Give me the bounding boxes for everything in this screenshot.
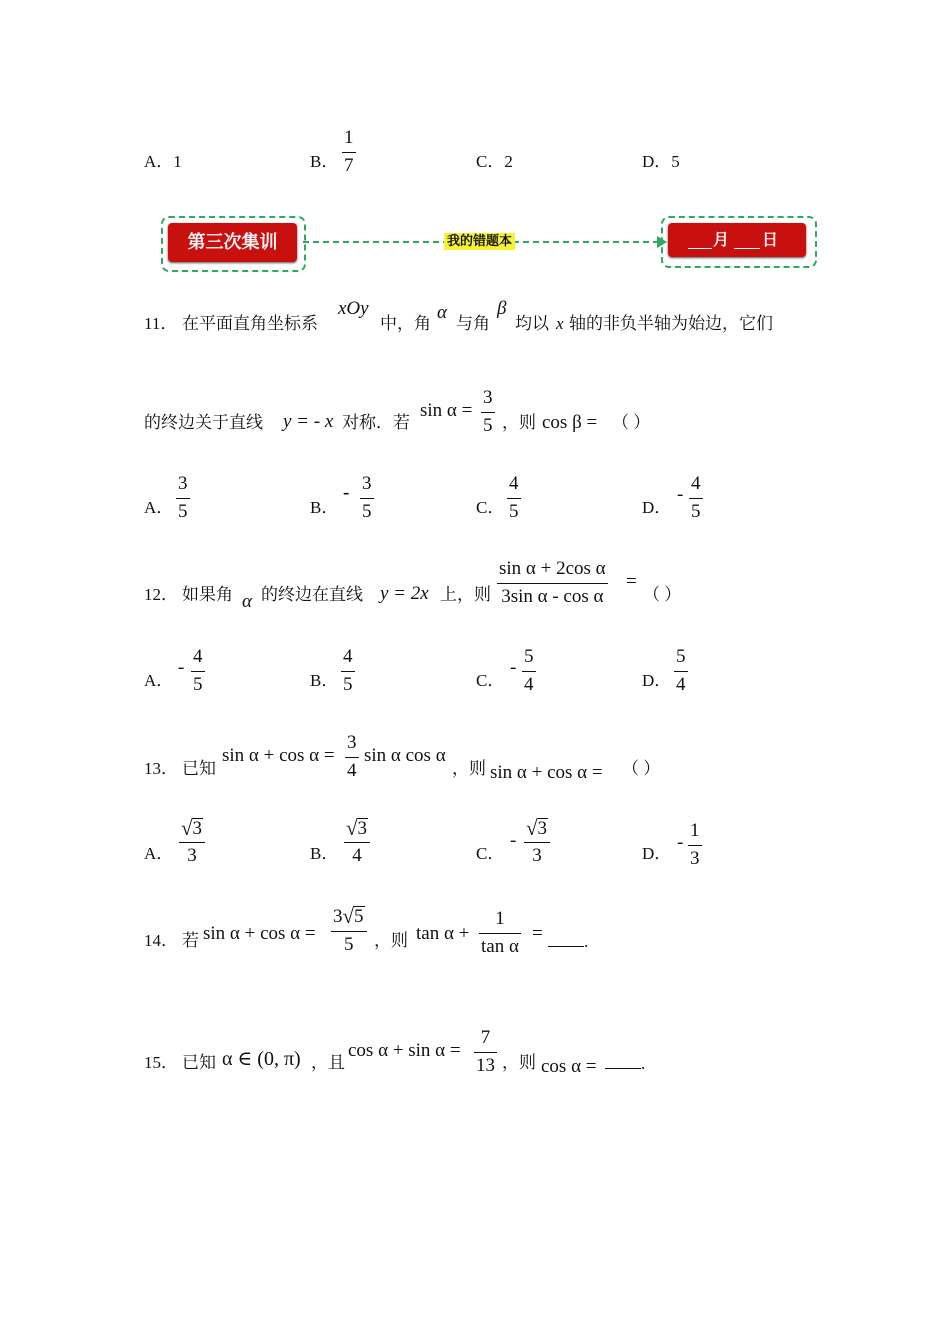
option-d-fraction: 1 3 — [690, 820, 700, 869]
option-b-fraction: 4 5 — [343, 646, 353, 695]
q11-text: ，则 — [502, 413, 536, 432]
q11-line-eq: y = - x — [283, 411, 334, 432]
option-b-fraction: 3 5 — [362, 473, 372, 522]
q11-fraction: 3 5 — [483, 387, 493, 436]
q11-sin-alpha: sin α = — [420, 400, 473, 421]
option-c-fraction: √ 3 3 — [524, 818, 550, 867]
q12-fraction: sin α + 2cos α 3sin α - cos α — [499, 558, 606, 607]
option-c: C． — [476, 844, 505, 863]
q12-number: 12． — [144, 585, 178, 604]
q12-answer-blank: （ ） — [643, 585, 682, 604]
option-a-fraction: 3 5 — [178, 473, 188, 522]
option-c-sign: - — [510, 830, 517, 851]
q11-text: 对称．若 — [342, 413, 410, 432]
option-c-fraction: 4 5 — [509, 473, 519, 522]
option-d: D． — [642, 844, 672, 863]
q13-text: 已知 — [182, 759, 216, 778]
q13-lhs: sin α + cos α = — [222, 745, 335, 766]
q13-answer-blank: （ ） — [622, 759, 661, 778]
q11-text: 均以 — [515, 314, 549, 333]
q15-lhs: cos α + sin α = — [348, 1040, 461, 1061]
q12-line-eq: y = 2x — [380, 583, 429, 604]
q13-number: 13． — [144, 759, 178, 778]
q13-ask: sin α + cos α = — [490, 762, 603, 783]
option-c: C． — [476, 671, 505, 690]
mistake-book-tag: 我的错题本 — [444, 233, 515, 250]
q15-answer-blank: . — [605, 1052, 645, 1075]
q15-number: 15． — [144, 1053, 178, 1072]
q11-answer-blank: （ ） — [612, 413, 651, 432]
q11-beta: β — [497, 298, 507, 319]
option-d-fraction: 4 5 — [691, 473, 701, 522]
q14-number: 14． — [144, 931, 178, 950]
option-d: D． — [642, 498, 672, 517]
q14-text: ，则 — [374, 931, 408, 950]
option-c-fraction: 5 4 — [524, 646, 534, 695]
q13-rhs: sin α cos α — [364, 745, 446, 766]
q11-text: 在平面直角坐标系 — [182, 314, 318, 333]
option-b-fraction: √ 3 4 — [344, 818, 370, 867]
q14-equals: = — [532, 923, 543, 944]
q13-text: ，则 — [452, 759, 486, 778]
q14-fraction: 3 √ 5 5 — [331, 906, 367, 956]
option-b-fraction: 1 7 — [344, 127, 354, 176]
q15-text: 已知 — [182, 1053, 216, 1072]
q12-text: 的终边在直线 — [261, 585, 363, 604]
option-b: B． — [310, 844, 339, 863]
option-d-sign: - — [677, 832, 684, 853]
training-badge: 第三次集训 — [168, 223, 297, 262]
option-c-sign: - — [510, 657, 517, 678]
option-d-sign: - — [677, 484, 684, 505]
date-badge — [668, 223, 806, 257]
q14-lhs: sin α + cos α = — [203, 923, 316, 944]
option-a-fraction: 4 5 — [193, 646, 203, 695]
q11-text: 与角 — [456, 314, 490, 333]
q12-text: 上，则 — [440, 585, 491, 604]
option-d-fraction: 5 4 — [676, 646, 686, 695]
q12-alpha: α — [242, 591, 252, 612]
option-a-sign: - — [178, 657, 185, 678]
option-b: B． — [310, 671, 339, 690]
q11-x: x — [556, 314, 564, 333]
q11-text: 中，角 — [380, 314, 431, 333]
option-a: A． — [144, 498, 174, 517]
option-c: C．2 — [476, 152, 513, 171]
q11-xoy: xOy — [338, 298, 369, 319]
q14-ask: tan α + — [416, 923, 470, 944]
q11-number: 11． — [144, 314, 178, 333]
q14-text: 若 — [182, 931, 199, 950]
option-a: A． — [144, 671, 174, 690]
option-a: A．1 — [144, 152, 182, 171]
q15-fraction: 7 13 — [476, 1027, 495, 1076]
q11-text: 的终边关于直线 — [144, 413, 263, 432]
option-a-fraction: √ 3 3 — [179, 818, 205, 867]
day-label: 日 — [762, 230, 779, 249]
q15-ask: cos α = — [541, 1056, 597, 1077]
q11-cos-beta: cos β = — [542, 412, 598, 433]
q12-text: 如果角 — [182, 585, 233, 604]
q13-fraction: 3 4 — [347, 732, 357, 781]
option-b-label: B． — [310, 152, 339, 171]
option-b-sign: - — [343, 482, 350, 503]
month-blank — [688, 248, 712, 249]
option-a: A． — [144, 844, 174, 863]
q11-alpha: α — [437, 302, 447, 323]
day-blank — [734, 248, 760, 249]
q14-fraction-2: 1 tan α — [481, 908, 519, 957]
month-label: 月 — [713, 230, 730, 249]
q12-equals: = — [626, 571, 637, 592]
q15-domain: α ∈ (0, π) — [222, 1048, 301, 1070]
q11-text: 轴的非负半轴为始边，它们 — [569, 314, 773, 333]
q14-answer-blank: . — [548, 930, 588, 953]
q15-text: ，则 — [502, 1053, 536, 1072]
option-d: D． — [642, 671, 672, 690]
option-c: C． — [476, 498, 505, 517]
option-d: D．5 — [642, 152, 680, 171]
q15-text: ，且 — [311, 1053, 345, 1072]
option-b: B． — [310, 498, 339, 517]
